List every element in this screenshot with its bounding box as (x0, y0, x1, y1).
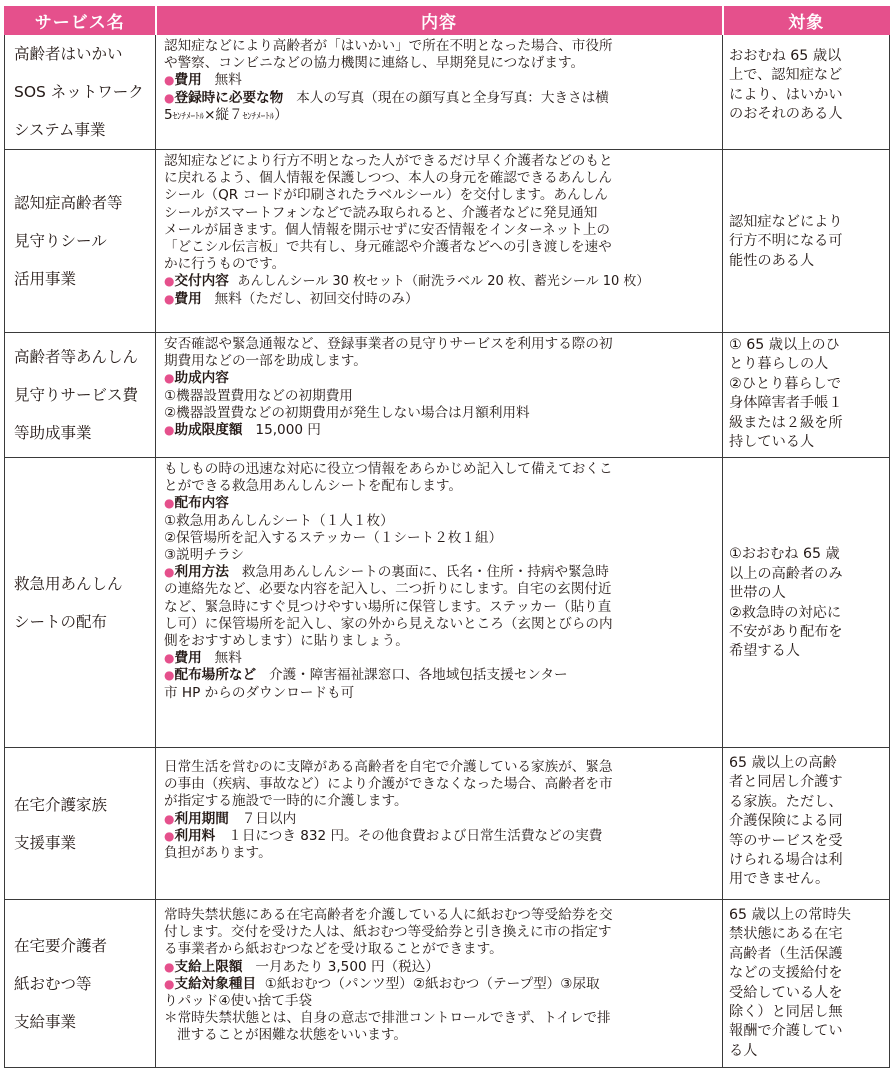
content-line: 側をおすすめします）に貼りましょう。 (164, 633, 409, 650)
size-height: ×縦７ (204, 106, 243, 123)
table-row-watch-sticker (5, 150, 890, 333)
registration-line (164, 90, 716, 107)
fee-label: 費用 (174, 72, 202, 89)
content-line: かに行うものです。 (164, 256, 286, 273)
supply-kind-line (164, 976, 716, 993)
target-line: 報酬で介護してい (729, 1023, 843, 1040)
content-line: や警察、コンビニなどの協力機関に連絡し、早期発見につなげます。 (164, 55, 585, 72)
content-line: 安否確認や緊急通報など、登録事業者の見守りサービスを利用する際の初 (164, 336, 613, 352)
service-name-cell (5, 333, 156, 458)
content-cell (156, 35, 723, 150)
charge-line (164, 828, 716, 845)
content-line: 付します。交付を受けた人は、紙おむつ等受給券と引き換えに市の指定す (164, 924, 612, 941)
subsidy-content-label: 助成内容 (174, 370, 229, 387)
usage-value: 救急用あんしんシートの裏面に、氏名・住所・持病や緊急時 (241, 564, 609, 581)
service-name-line: SOS ネットワーク (14, 83, 144, 101)
service-name-line: 在宅要介護者 (14, 936, 108, 955)
supply-limit-line (164, 959, 716, 976)
size-unit: ｾﾝﾁﾒｰﾄﾙ (172, 111, 205, 122)
size-width: 5 (164, 106, 173, 123)
usage-line (164, 564, 716, 581)
service-name-line: 見守りシール (14, 232, 107, 250)
target-line: ①おおむね 65 歳 (729, 546, 840, 563)
service-name-line: 高齢者はいかい (14, 45, 123, 63)
target-line: 高齢者（生活保護 (729, 945, 843, 962)
target-line: とり暮らしの人 (729, 356, 829, 373)
target-line: 不安があり配布を (729, 623, 843, 640)
bullet-icon: ● (164, 976, 175, 991)
charge-label: 利用料 (174, 827, 216, 844)
bullet-icon: ● (164, 291, 175, 306)
target-line: のおそれのある人 (729, 106, 843, 123)
bullet-icon: ● (164, 668, 175, 683)
fee-label: 費用 (174, 290, 202, 307)
bullet-icon: ● (164, 371, 175, 386)
table-row-dementia-sos-network (5, 35, 890, 150)
target-line: 級または２級を所 (729, 414, 843, 431)
content-line: メールが届きます。個人情報を開示せずに安否情報をインターネット上の (164, 221, 611, 238)
distribution-place-value: 介護・障害福祉課窓口、各地域包括支援センター (269, 667, 568, 684)
charge-value: １日につき 832 円。その他食費および日常生活費などの実費 (228, 827, 603, 844)
subsidy-limit-line (164, 422, 716, 439)
target-line: 世帯の人 (729, 585, 786, 602)
size-close: ） (274, 106, 288, 123)
bullet-icon: ● (164, 959, 175, 974)
service-name-line: 高齢者等あんしん (14, 348, 139, 366)
services-table (4, 6, 890, 1068)
service-name-line: 支援事業 (14, 833, 77, 852)
target-line: 者と同居し介護す (729, 774, 843, 791)
service-name-line: 認知症高齢者等 (14, 194, 123, 212)
service-name-cell (5, 900, 156, 1068)
target-cell (723, 748, 890, 900)
fee-value: 無料 (214, 650, 242, 667)
target-line: 用できません。 (729, 871, 830, 888)
column-header-service-name: サービス名 (5, 7, 156, 35)
service-name-cell (5, 458, 156, 748)
supply-limit-value: 一月あたり 3,500 円（税込） (255, 958, 439, 975)
subsidy-limit-label: 助成限度額 (174, 422, 243, 439)
service-name-line: 支給事業 (14, 1012, 77, 1031)
column-header-content: 内容 (156, 7, 723, 35)
table-row-watch-service-subsidy (5, 333, 890, 458)
target-line: 希望する人 (729, 643, 800, 660)
content-cell (156, 458, 723, 748)
fee-line (164, 650, 716, 667)
service-name-cell (5, 150, 156, 333)
period-label: 利用期間 (174, 810, 229, 827)
target-line: 除く）と同居し無 (729, 1004, 843, 1021)
service-name-line: 在宅介護家族 (14, 795, 108, 814)
content-line: りパッド④使い捨て手袋 (164, 993, 313, 1010)
bullet-icon: ● (164, 811, 175, 826)
target-line: などの支援給付を (729, 965, 843, 982)
content-line: 期費用などの一部を助成します。 (164, 353, 367, 370)
content-line: し可）に保管場所を記入し、家の外から見えないところ（玄関とびらの内 (164, 615, 613, 632)
content-cell (156, 150, 723, 333)
distribution-item: ②保管場所を記入するステッカー（１シート２枚１組） (164, 529, 503, 546)
registration-value: 本人の写真（現在の顔写真と全身写真：大きさは横 (296, 89, 609, 106)
content-line: 日常生活を営むのに支障がある高齢者を自宅で介護している家族が、緊急 (164, 759, 613, 775)
content-cell (156, 748, 723, 900)
distribution-place-line (164, 667, 716, 684)
registration-size-line (164, 107, 716, 126)
target-line: る人 (729, 1042, 758, 1059)
service-name-cell (5, 35, 156, 150)
content-line: が指定する施設で一時的に介護します。 (164, 793, 408, 810)
service-name-cell (5, 748, 156, 900)
target-line: 受給している人を (729, 984, 843, 1001)
target-cell (723, 333, 890, 458)
fee-value: 無料 (214, 72, 242, 89)
table-row-emergency-sheet (5, 458, 890, 748)
service-name-line: シートの配布 (14, 612, 108, 631)
bullet-icon: ● (164, 90, 175, 105)
target-line: 65 歳以上の常時失 (729, 907, 851, 923)
subsidy-limit-value: 15,000 円 (255, 422, 321, 439)
service-name-line: 見守りサービス費 (14, 386, 139, 404)
content-line: 認知症などにより高齢者が「はいかい」で所在不明となった場合、市役所 (164, 38, 613, 54)
column-header-target: 対象 (723, 7, 890, 35)
target-line: る家族。ただし、 (729, 793, 843, 810)
target-line: 介護保険による同 (729, 813, 843, 830)
target-line: ① 65 歳以上のひ (729, 337, 840, 353)
fee-line (164, 72, 716, 89)
target-line: 認知症などにより (729, 213, 843, 230)
target-line: により、はいかい (729, 86, 843, 103)
service-name-line: 等助成事業 (14, 424, 92, 442)
fee-value: 無料（ただし、初回交付時のみ） (214, 290, 419, 307)
target-line: ②ひとり暮らしで (729, 375, 842, 392)
distribution-place-label: 配布場所など (174, 667, 257, 684)
target-line: 持している人 (729, 434, 815, 451)
table-header-row (5, 7, 890, 35)
target-line: 以上の高齢者のみ (729, 565, 843, 582)
target-line: けられる場合は利 (729, 852, 843, 869)
target-cell (723, 900, 890, 1068)
content-line: シールがスマートフォンなどで読み取られると、介護者などに発見通知 (164, 204, 598, 221)
supply-kind-value: ①紙おむつ（パンツ型）②紙おむつ（テープ型）③尿取 (264, 975, 600, 992)
content-line: に戻れるよう、個人情報を保護しつつ、本人の身元を確認できるあんしん (164, 170, 613, 187)
content-line: 常時失禁状態にある在宅高齢者を介護している人に紙おむつ等受給券を交 (164, 907, 613, 923)
target-cell (723, 35, 890, 150)
target-cell (723, 458, 890, 748)
table-row-family-support (5, 748, 890, 900)
service-name-line: 活用事業 (14, 270, 77, 288)
target-line: 禁状態にある在宅 (729, 926, 843, 943)
content-line: 市 HP からのダウンロードも可 (164, 684, 355, 701)
supply-limit-label: 支給上限額 (174, 958, 243, 975)
content-line: 「どこシル伝言板」で共有し、身元確認や介護者などへの引き渡しを速や (164, 239, 612, 256)
content-line: もしもの時の迅速な対応に役立つ情報をあらかじめ記入して備えておくこ (164, 461, 613, 477)
fee-line (164, 291, 716, 308)
subsidy-content-line (164, 370, 716, 387)
service-name-line: 救急用あんしん (14, 574, 123, 593)
target-line: 等のサービスを受 (729, 832, 843, 849)
target-line: 行方不明になる可 (729, 233, 843, 250)
note-line: ＊常時失禁状態とは、自身の意志で排泄コントロールできず、トイレで排 (164, 1010, 611, 1027)
content-line: の事由（疾病、事故など）により介護ができなくなった場合、高齢者を市 (164, 776, 613, 793)
service-name-line: 紙おむつ等 (14, 974, 92, 993)
supply-kind-label: 支給対象種目 (174, 975, 257, 992)
content-line: など、緊急時にすぐ見つけやすい場所に保管します。ステッカー（貼り直 (164, 598, 612, 615)
issue-content-line (164, 273, 716, 290)
distribution-content-line (164, 495, 716, 512)
subsidy-item: ①機器設置費用などの初期費用 (164, 387, 353, 404)
content-line: シール（QR コードが印刷されたラベルシール）を交付します。あんしん (164, 187, 608, 204)
distribution-content-label: 配布内容 (174, 495, 229, 512)
distribution-item: ③説明チラシ (164, 547, 245, 564)
content-cell (156, 900, 723, 1068)
table-row-diaper-supply (5, 900, 890, 1068)
bullet-icon: ● (164, 73, 175, 88)
content-cell (156, 333, 723, 458)
content-line: 認知症などにより行方不明となった人ができるだけ早く介護者などのもと (164, 153, 613, 169)
target-line: おおむね 65 歳以 (729, 48, 842, 64)
usage-label: 利用方法 (174, 564, 229, 581)
target-cell (723, 150, 890, 333)
distribution-item: ①救急用あんしんシート（１人１枚） (164, 512, 394, 529)
subsidy-item: ②機器設置費などの初期費用が発生しない場合は月額利用料 (164, 404, 530, 421)
registration-label: 登録時に必要な物 (174, 89, 284, 106)
bullet-icon: ● (164, 828, 175, 843)
target-line: 65 歳以上の高齢 (729, 755, 837, 771)
bullet-icon: ● (164, 274, 175, 289)
period-value: ７日以内 (241, 810, 297, 827)
content-line: 負担があります。 (164, 845, 272, 862)
issue-content-value: あんしんシール 30 枚セット（耐洗ラベル 20 枚、蓄光シール 10 枚） (237, 274, 650, 290)
content-line: の連絡先など、必要な内容を記入し、二つ折りにします。自宅の玄関付近 (164, 581, 612, 598)
issue-content-label: 交付内容 (174, 273, 229, 290)
size-unit: ｾﾝﾁﾒｰﾄﾙ (242, 111, 275, 122)
note-line: 泄することが困難な状態をいいます。 (177, 1027, 408, 1044)
target-line: 上で、認知症など (729, 67, 843, 84)
content-line: る事業者から紙おむつなどを受け取ることができます。 (164, 941, 503, 958)
service-name-line: システム事業 (14, 121, 106, 139)
bullet-icon: ● (164, 651, 175, 666)
content-line: とができる救急用あんしんシートを配布します。 (164, 478, 462, 495)
bullet-icon: ● (164, 423, 175, 438)
bullet-icon: ● (164, 496, 175, 511)
period-line (164, 811, 716, 828)
fee-label: 費用 (174, 650, 202, 667)
bullet-icon: ● (164, 565, 175, 580)
target-line: ②救急時の対応に (729, 604, 842, 621)
target-line: 身体障害者手帳１ (729, 395, 843, 412)
target-line: 能性のある人 (729, 252, 815, 269)
